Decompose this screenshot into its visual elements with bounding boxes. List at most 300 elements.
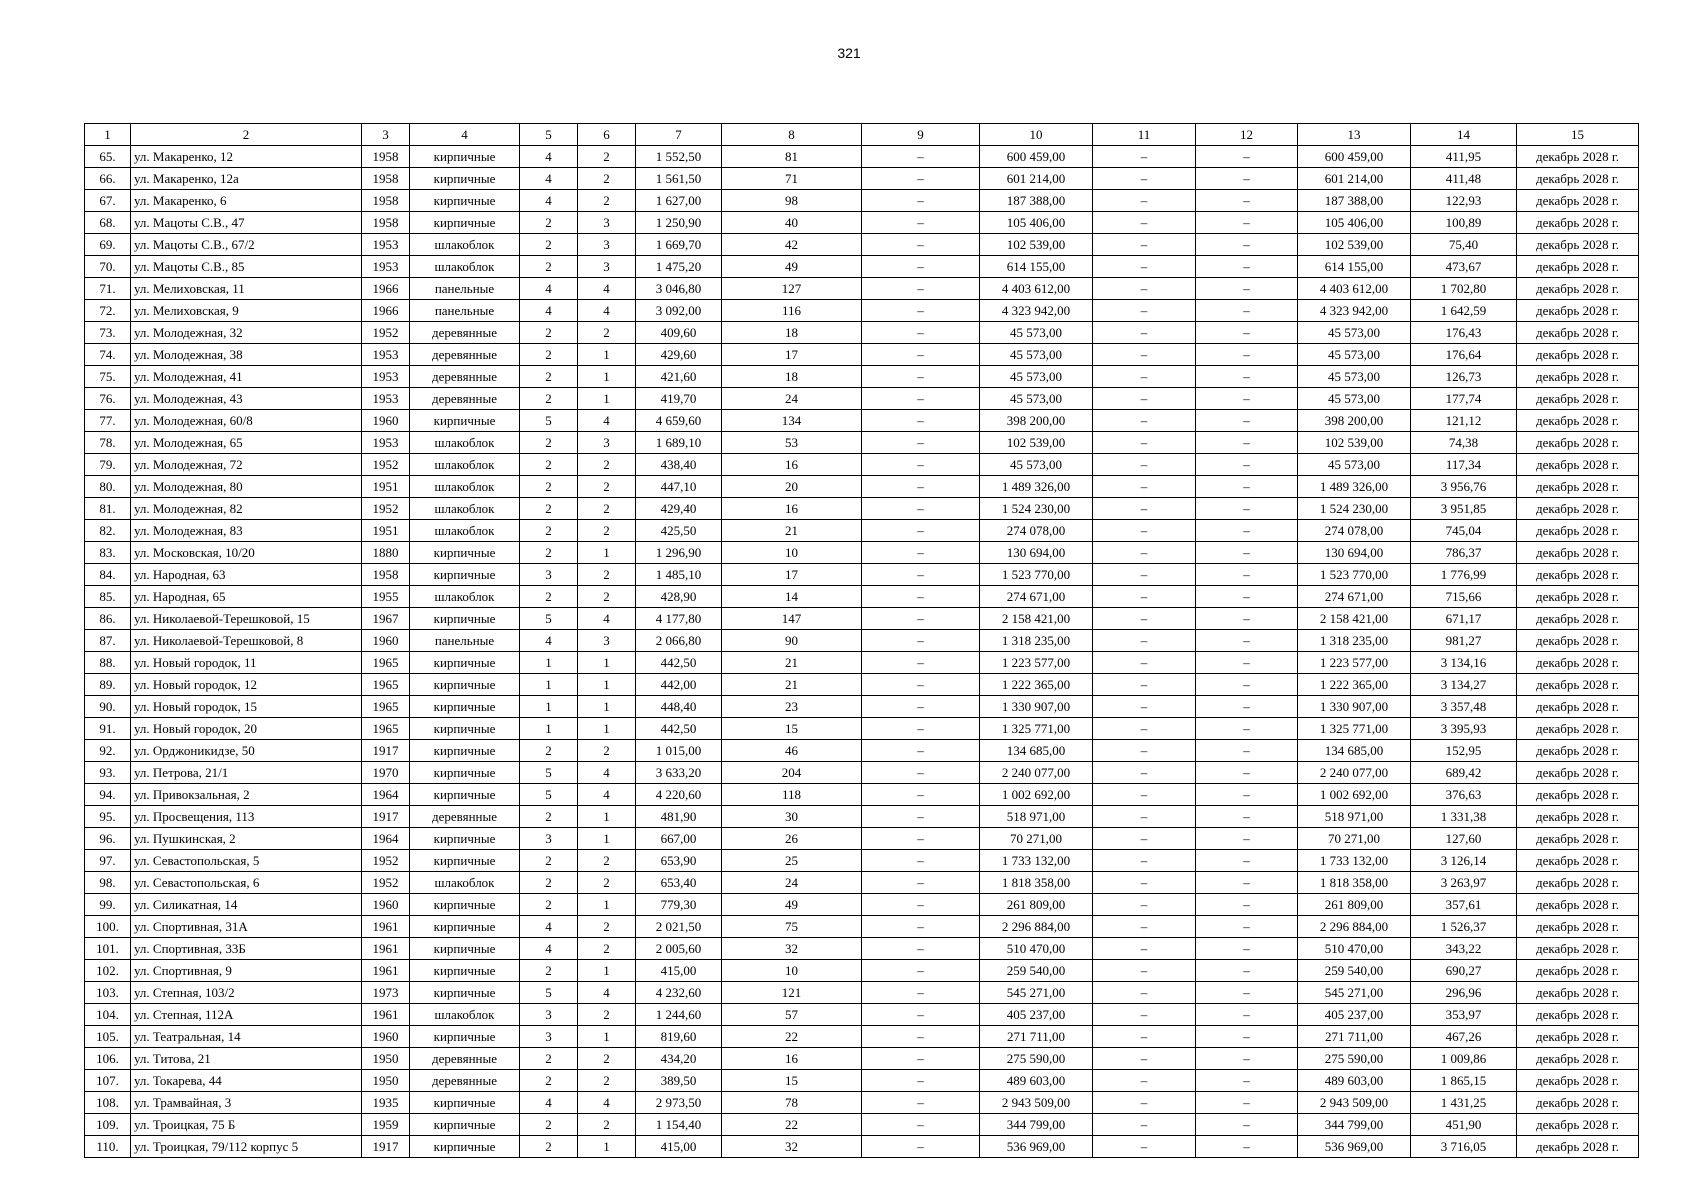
table-cell: 4 659,60 (636, 410, 722, 432)
table-cell: декабрь 2028 г. (1517, 410, 1639, 432)
table-cell: 98 (722, 190, 862, 212)
table-cell: 3 (578, 234, 636, 256)
table-cell: 421,60 (636, 366, 722, 388)
table-cell: – (1093, 696, 1196, 718)
table-row (85, 806, 1639, 828)
table-cell: 2 (578, 168, 636, 190)
address-cell: ул. Мелиховская, 11 (131, 278, 362, 300)
table-cell: 81 (722, 146, 862, 168)
table-cell: – (1093, 608, 1196, 630)
table-cell: декабрь 2028 г. (1517, 894, 1639, 916)
table-cell: 4 (578, 1092, 636, 1114)
table-cell: 1961 (362, 960, 410, 982)
table-cell: 1917 (362, 806, 410, 828)
table-cell: 1958 (362, 146, 410, 168)
table-cell: 489 603,00 (1298, 1070, 1411, 1092)
table-cell: 1966 (362, 300, 410, 322)
table-cell: 3 (578, 630, 636, 652)
table-cell: 653,40 (636, 872, 722, 894)
table-cell: 1 (578, 894, 636, 916)
table-cell: 601 214,00 (980, 168, 1093, 190)
table-cell: 614 155,00 (1298, 256, 1411, 278)
table-cell: – (1093, 784, 1196, 806)
table-cell: 4 220,60 (636, 784, 722, 806)
table-cell: – (1093, 674, 1196, 696)
table-cell: декабрь 2028 г. (1517, 630, 1639, 652)
table-cell: – (1093, 190, 1196, 212)
table-cell: 259 540,00 (980, 960, 1093, 982)
table-cell: 2 (520, 212, 578, 234)
table-cell: 22 (722, 1114, 862, 1136)
table-cell: 93. (85, 762, 131, 784)
table-cell: 415,00 (636, 1136, 722, 1158)
table-cell: кирпичные (410, 608, 520, 630)
table-cell: 2 (578, 1004, 636, 1026)
table-cell: 45 573,00 (980, 454, 1093, 476)
table-cell: 74. (85, 344, 131, 366)
table-cell: 2 (578, 498, 636, 520)
table-cell: 4 (578, 410, 636, 432)
table-cell: 116 (722, 300, 862, 322)
table-cell: – (862, 1048, 980, 1070)
table-row (85, 520, 1639, 542)
table-cell: 100,89 (1411, 212, 1517, 234)
table-cell: 78 (722, 1092, 862, 1114)
table-cell: 1965 (362, 674, 410, 696)
table-cell: 1 (578, 1026, 636, 1048)
table-cell: – (1093, 960, 1196, 982)
table-cell: 3 (520, 1004, 578, 1026)
table-cell: 110. (85, 1136, 131, 1158)
table-cell: декабрь 2028 г. (1517, 784, 1639, 806)
table-cell: 1973 (362, 982, 410, 1004)
table-cell: 70 271,00 (980, 828, 1093, 850)
table-cell: 2 (578, 146, 636, 168)
table-cell: 261 809,00 (980, 894, 1093, 916)
table-cell: 2 (578, 322, 636, 344)
table-cell: 187 388,00 (980, 190, 1093, 212)
table-cell: 4 323 942,00 (1298, 300, 1411, 322)
table-cell: – (1093, 454, 1196, 476)
table-cell: 15 (722, 1070, 862, 1092)
address-cell: ул. Новый городок, 15 (131, 696, 362, 718)
address-cell: ул. Молодежная, 32 (131, 322, 362, 344)
table-cell: 70 271,00 (1298, 828, 1411, 850)
table-cell: 2 943 509,00 (1298, 1092, 1411, 1114)
table-cell: – (1196, 784, 1298, 806)
table-cell: 67. (85, 190, 131, 212)
table-cell: деревянные (410, 1070, 520, 1092)
table-cell: 21 (722, 674, 862, 696)
table-cell: 176,64 (1411, 344, 1517, 366)
table-cell: 1951 (362, 476, 410, 498)
table-cell: 1 (520, 674, 578, 696)
table-cell: 2 240 077,00 (1298, 762, 1411, 784)
table-cell: – (862, 410, 980, 432)
table-cell: 2 158 421,00 (1298, 608, 1411, 630)
column-header: 11 (1093, 124, 1196, 146)
table-cell: 1 296,90 (636, 542, 722, 564)
table-cell: 2 (520, 498, 578, 520)
table-cell: – (1196, 916, 1298, 938)
table-cell: 4 (520, 1092, 578, 1114)
table-cell: – (862, 696, 980, 718)
table-cell: 1 733 132,00 (1298, 850, 1411, 872)
address-cell: ул. Макаренко, 12а (131, 168, 362, 190)
table-cell: 24 (722, 388, 862, 410)
table-cell: декабрь 2028 г. (1517, 190, 1639, 212)
table-cell: 2 (578, 454, 636, 476)
table-cell: 536 969,00 (1298, 1136, 1411, 1158)
table-cell: – (1093, 432, 1196, 454)
table-cell: – (1196, 828, 1298, 850)
table-cell: кирпичные (410, 1026, 520, 1048)
table-cell: 1960 (362, 630, 410, 652)
address-cell: ул. Севастопольская, 5 (131, 850, 362, 872)
address-cell: ул. Молодежная, 80 (131, 476, 362, 498)
table-cell: 134 685,00 (980, 740, 1093, 762)
table-cell: 438,40 (636, 454, 722, 476)
table-cell: 261 809,00 (1298, 894, 1411, 916)
table-cell: – (862, 520, 980, 542)
table-cell: 389,50 (636, 1070, 722, 1092)
table-cell: декабрь 2028 г. (1517, 146, 1639, 168)
table-cell: 134 (722, 410, 862, 432)
table-cell: 1 (578, 344, 636, 366)
table-cell: – (862, 300, 980, 322)
table-cell: – (1093, 762, 1196, 784)
table-cell: 91. (85, 718, 131, 740)
table-cell: 1 325 771,00 (1298, 718, 1411, 740)
table-cell: 5 (520, 762, 578, 784)
table-cell: 1 489 326,00 (980, 476, 1093, 498)
table-cell: декабрь 2028 г. (1517, 696, 1639, 718)
table-cell: 1965 (362, 696, 410, 718)
table-cell: 3 395,93 (1411, 718, 1517, 740)
table-cell: 1 776,99 (1411, 564, 1517, 586)
table-cell: – (1093, 234, 1196, 256)
address-cell: ул. Московская, 10/20 (131, 542, 362, 564)
table-cell: декабрь 2028 г. (1517, 278, 1639, 300)
table-cell: 2 158 421,00 (980, 608, 1093, 630)
table-cell: 88. (85, 652, 131, 674)
table-cell: декабрь 2028 г. (1517, 740, 1639, 762)
table-cell: 1 669,70 (636, 234, 722, 256)
table-cell: – (862, 1114, 980, 1136)
table-cell: 117,34 (1411, 454, 1517, 476)
table-cell: 3 (520, 564, 578, 586)
table-cell: – (1093, 520, 1196, 542)
table-cell: 2 (578, 476, 636, 498)
table-cell: – (1196, 1026, 1298, 1048)
table-cell: шлакоблок (410, 872, 520, 894)
table-cell: 3 (520, 1026, 578, 1048)
table-cell: – (1196, 1048, 1298, 1070)
table-cell: кирпичные (410, 784, 520, 806)
table-cell: кирпичные (410, 982, 520, 1004)
table-cell: 1964 (362, 828, 410, 850)
table-cell: 80. (85, 476, 131, 498)
table-cell: – (1196, 410, 1298, 432)
table-cell: кирпичные (410, 696, 520, 718)
table-cell: 3 134,27 (1411, 674, 1517, 696)
table-cell: 2 (520, 234, 578, 256)
table-cell: 4 403 612,00 (1298, 278, 1411, 300)
table-row (85, 586, 1639, 608)
table-row (85, 718, 1639, 740)
table-cell: 1960 (362, 1026, 410, 1048)
table-cell: – (1196, 300, 1298, 322)
table-cell: 21 (722, 652, 862, 674)
table-cell: 1958 (362, 168, 410, 190)
table-cell: 100. (85, 916, 131, 938)
table-cell: 1 330 907,00 (1298, 696, 1411, 718)
table-cell: 653,90 (636, 850, 722, 872)
table-cell: кирпичные (410, 762, 520, 784)
table-cell: декабрь 2028 г. (1517, 476, 1639, 498)
table-cell: – (1196, 982, 1298, 1004)
address-cell: ул. Просвещения, 113 (131, 806, 362, 828)
table-cell: 601 214,00 (1298, 168, 1411, 190)
table-cell: – (1196, 1114, 1298, 1136)
table-cell: 2 (520, 850, 578, 872)
table-cell: 17 (722, 564, 862, 586)
table-cell: 1955 (362, 586, 410, 608)
table-cell: – (1196, 454, 1298, 476)
table-cell: декабрь 2028 г. (1517, 454, 1639, 476)
table-row (85, 432, 1639, 454)
table-cell: – (862, 564, 980, 586)
table-cell: 3 (578, 256, 636, 278)
table-cell: 176,43 (1411, 322, 1517, 344)
table-cell: 1 222 365,00 (980, 674, 1093, 696)
table-cell: 2 (520, 1114, 578, 1136)
table-cell: шлакоблок (410, 454, 520, 476)
table-cell: – (1093, 850, 1196, 872)
table-cell: 3 (578, 432, 636, 454)
table-cell: 2 (578, 564, 636, 586)
table-cell: 786,37 (1411, 542, 1517, 564)
table-cell: декабрь 2028 г. (1517, 1026, 1639, 1048)
address-cell: ул. Степная, 112А (131, 1004, 362, 1026)
table-row (85, 1136, 1639, 1158)
table-cell: кирпичные (410, 850, 520, 872)
table-cell: 103. (85, 982, 131, 1004)
column-header: 12 (1196, 124, 1298, 146)
table-cell: 1 002 692,00 (1298, 784, 1411, 806)
table-row (85, 388, 1639, 410)
table-cell: – (1196, 388, 1298, 410)
table-cell: – (1093, 410, 1196, 432)
table-cell: – (1093, 344, 1196, 366)
table-cell: декабрь 2028 г. (1517, 212, 1639, 234)
table-cell: 3 633,20 (636, 762, 722, 784)
column-header: 13 (1298, 124, 1411, 146)
address-cell: ул. Мелиховская, 9 (131, 300, 362, 322)
table-row (85, 498, 1639, 520)
table-cell: 1 489 326,00 (1298, 476, 1411, 498)
table-cell: – (1196, 1004, 1298, 1026)
table-cell: 4 (578, 300, 636, 322)
table-cell: 2 296 884,00 (980, 916, 1093, 938)
table-cell: 344 799,00 (1298, 1114, 1411, 1136)
table-cell: 1 (578, 1136, 636, 1158)
table-cell: 2 (578, 872, 636, 894)
table-row (85, 1092, 1639, 1114)
table-cell: 2 005,60 (636, 938, 722, 960)
table-cell: 545 271,00 (980, 982, 1093, 1004)
table-cell: 2 943 509,00 (980, 1092, 1093, 1114)
address-cell: ул. Привокзальная, 2 (131, 784, 362, 806)
table-cell: декабрь 2028 г. (1517, 366, 1639, 388)
table-cell: декабрь 2028 г. (1517, 960, 1639, 982)
address-cell: ул. Макаренко, 6 (131, 190, 362, 212)
table-cell: 2 (578, 1114, 636, 1136)
table-row (85, 212, 1639, 234)
table-cell: 981,27 (1411, 630, 1517, 652)
table-cell: 1953 (362, 388, 410, 410)
table-cell: 1 (578, 696, 636, 718)
table-cell: шлакоблок (410, 432, 520, 454)
table-cell: 3 (520, 828, 578, 850)
table-cell: – (1093, 1136, 1196, 1158)
table-cell: 45 573,00 (1298, 388, 1411, 410)
table-row (85, 938, 1639, 960)
table-cell: – (862, 784, 980, 806)
table-cell: 25 (722, 850, 862, 872)
table-cell: 1952 (362, 322, 410, 344)
table-cell: 1961 (362, 916, 410, 938)
table-cell: 45 573,00 (1298, 344, 1411, 366)
table-cell: кирпичные (410, 718, 520, 740)
table-cell: 105. (85, 1026, 131, 1048)
table-cell: 274 671,00 (980, 586, 1093, 608)
table-cell: 3 (578, 212, 636, 234)
table-cell: 104. (85, 1004, 131, 1026)
table-cell: 2 (578, 520, 636, 542)
table-cell: – (1196, 476, 1298, 498)
table-row (85, 542, 1639, 564)
table-cell: кирпичные (410, 1136, 520, 1158)
table-cell: декабрь 2028 г. (1517, 850, 1639, 872)
table-cell: – (862, 630, 980, 652)
table-cell: 53 (722, 432, 862, 454)
table-cell: – (1093, 586, 1196, 608)
table-cell: – (1196, 718, 1298, 740)
table-cell: 187 388,00 (1298, 190, 1411, 212)
table-cell: 1917 (362, 740, 410, 762)
table-cell: 434,20 (636, 1048, 722, 1070)
table-cell: 2 066,80 (636, 630, 722, 652)
table-cell: 14 (722, 586, 862, 608)
table-cell: 1 223 577,00 (1298, 652, 1411, 674)
table-cell: 1965 (362, 718, 410, 740)
table-cell: 90. (85, 696, 131, 718)
table-cell: 49 (722, 256, 862, 278)
table-cell: 1 318 235,00 (980, 630, 1093, 652)
table-cell: – (1196, 564, 1298, 586)
table-cell: – (1093, 982, 1196, 1004)
table-cell: – (1196, 872, 1298, 894)
table-cell: 74,38 (1411, 432, 1517, 454)
table-cell: 2 (520, 322, 578, 344)
table-cell: 102 539,00 (980, 234, 1093, 256)
table-cell: 1 561,50 (636, 168, 722, 190)
table-cell: – (862, 278, 980, 300)
table-cell: – (1093, 366, 1196, 388)
table-cell: – (1093, 212, 1196, 234)
table-cell: 1 (578, 674, 636, 696)
table-cell: 353,97 (1411, 1004, 1517, 1026)
table-cell: – (862, 454, 980, 476)
table-cell: – (1093, 300, 1196, 322)
table-cell: 3 263,97 (1411, 872, 1517, 894)
table-cell: 1960 (362, 894, 410, 916)
table-cell: декабрь 2028 г. (1517, 1048, 1639, 1070)
table-cell: 108. (85, 1092, 131, 1114)
table-cell: – (1196, 146, 1298, 168)
table-cell: 1953 (362, 256, 410, 278)
table-cell: 106. (85, 1048, 131, 1070)
column-header: 9 (862, 124, 980, 146)
table-cell: 442,00 (636, 674, 722, 696)
table-cell: декабрь 2028 г. (1517, 1114, 1639, 1136)
table-cell: 57 (722, 1004, 862, 1026)
table-cell: 2 (578, 740, 636, 762)
table-cell: 481,90 (636, 806, 722, 828)
column-header: 10 (980, 124, 1093, 146)
table-cell: 24 (722, 872, 862, 894)
table-cell: – (862, 652, 980, 674)
table-cell: 2 (520, 454, 578, 476)
table-row (85, 190, 1639, 212)
table-cell: 3 126,14 (1411, 850, 1517, 872)
table-cell: 442,50 (636, 652, 722, 674)
table-cell: 1953 (362, 234, 410, 256)
table-cell: 2 (520, 1048, 578, 1070)
table-cell: – (1093, 652, 1196, 674)
table-cell: – (1093, 1092, 1196, 1114)
table-cell: – (1196, 652, 1298, 674)
table-cell: 467,26 (1411, 1026, 1517, 1048)
table-cell: – (862, 542, 980, 564)
table-cell: 45 573,00 (1298, 366, 1411, 388)
table-cell: 1 552,50 (636, 146, 722, 168)
table-cell: 510 470,00 (1298, 938, 1411, 960)
table-cell: 1 524 230,00 (980, 498, 1093, 520)
table-cell: декабрь 2028 г. (1517, 1092, 1639, 1114)
table-cell: 1961 (362, 938, 410, 960)
address-cell: ул. Молодежная, 83 (131, 520, 362, 542)
table-cell: 2 (520, 520, 578, 542)
table-cell: панельные (410, 278, 520, 300)
table-cell: 344 799,00 (980, 1114, 1093, 1136)
table-cell: 3 956,76 (1411, 476, 1517, 498)
table-cell: 2 (578, 1048, 636, 1070)
table-cell: – (1093, 168, 1196, 190)
table-cell: 2 (520, 344, 578, 366)
table-cell: – (1093, 542, 1196, 564)
table-row (85, 828, 1639, 850)
table-cell: 1958 (362, 212, 410, 234)
table-cell: – (1093, 1070, 1196, 1092)
table-cell: 107. (85, 1070, 131, 1092)
table-cell: 357,61 (1411, 894, 1517, 916)
table-cell: 73. (85, 322, 131, 344)
table-row (85, 1048, 1639, 1070)
table-cell: деревянные (410, 344, 520, 366)
address-cell: ул. Новый городок, 11 (131, 652, 362, 674)
